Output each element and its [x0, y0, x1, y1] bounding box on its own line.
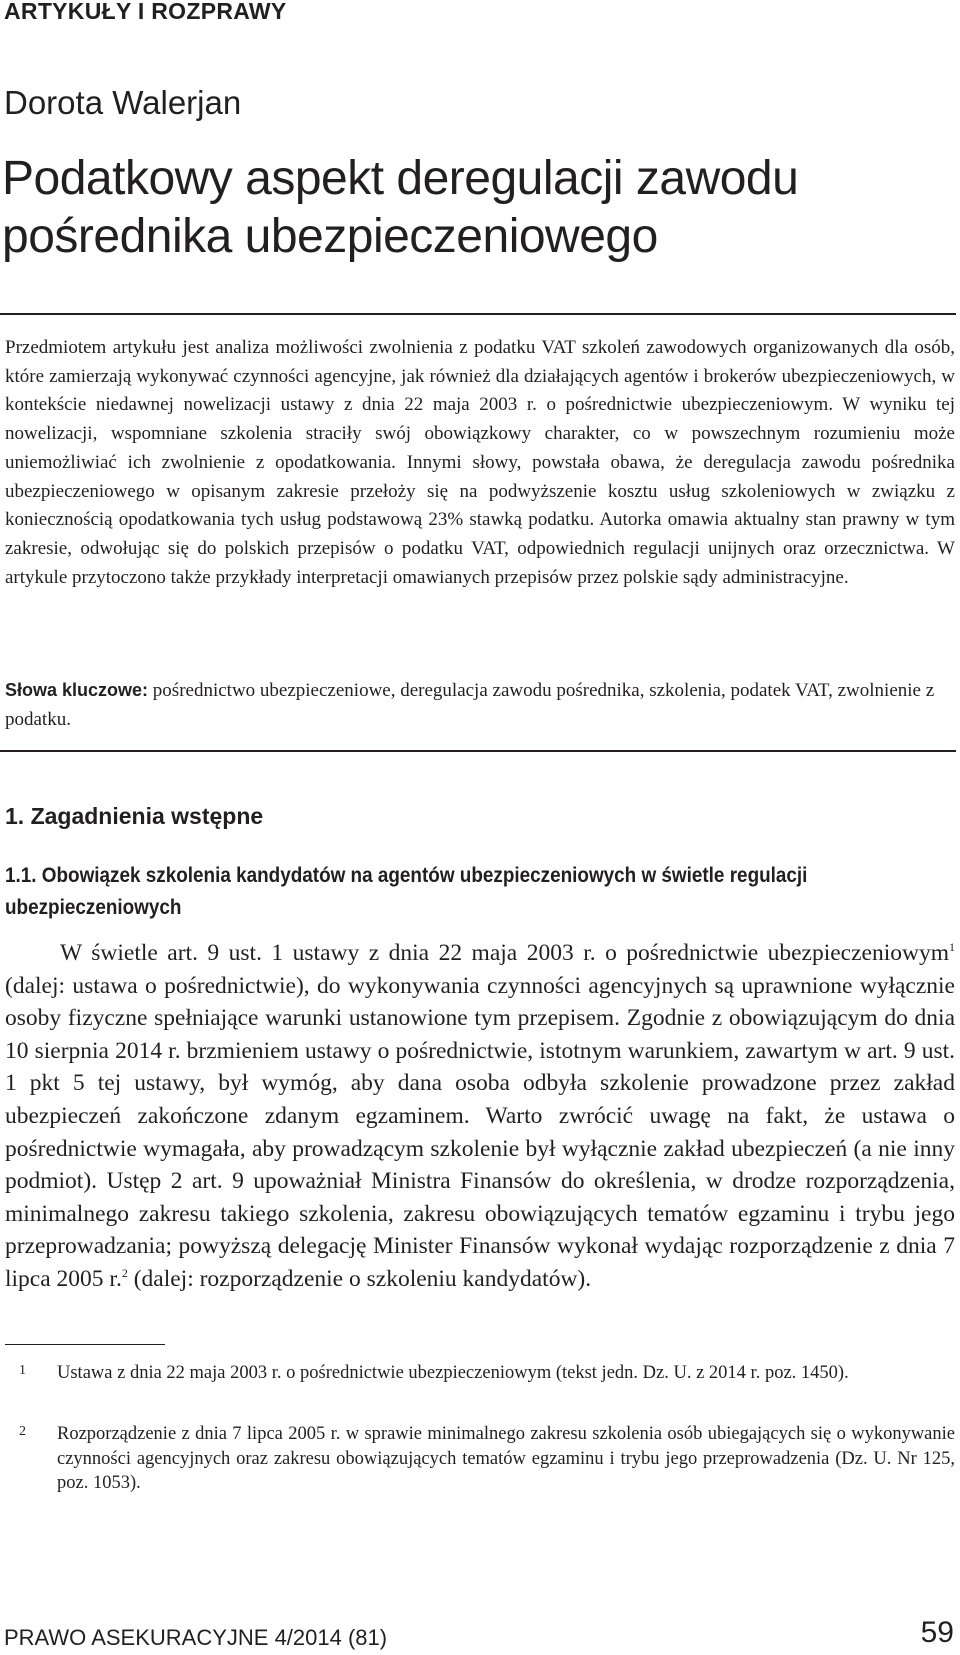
footnote-number: 2 [19, 1424, 26, 1439]
journal-footer: PRAWO ASEKURACYJNE 4/2014 (81) [4, 1625, 388, 1650]
footnote-text: Ustawa z dnia 22 maja 2003 r. o pośrednictwie ubezpieczeniowym (tekst jedn. Dz. U. z 2014 r. poz. 1450). [57, 1363, 849, 1383]
section-label: ARTYKUŁY I ROZPRAWY [4, 0, 287, 24]
footnote-divider [5, 1344, 165, 1345]
body-text-part: (dalej: rozporządzenie o szkoleniu kandydatów). [127, 1265, 592, 1292]
body-text-part: (dalej: ustawa o pośrednictwie), do wykonywania czynności agencyjnych są uprawnione wyłącznie osoby fizyczne spełniające warunki ustanowione tym przepisem. Zgodnie z obowiązującym do dnia 10 sierpnia 2014 r. brzmieniem ustawy o pośrednictwie, istotnym warunkiem, zawartym w art. 9 ust. 1 pkt 5 tej ustawy, był wymóg, aby dana osoba odbyła szkolenie prowadzone przez zakład ubezpieczeń zakończone zdanym egzaminem. Warto zwrócić uwagę na fakt, że ustawa o pośrednictwie wymagała, aby prowadzącym szkolenie był wyłącznie zakład ubezpieczeń (a nie inny podmiot). Ustęp 2 art. 9 upoważniał Ministra Finansów do określenia, w drodze rozporządzenia, minimalnego zakresu takiego szkolenia, zakresu obowiązujących tematów egzaminu i trybu jego przeprowadzania; powyższą delegację Minister Finansów wykonał wydając rozporządzenie z dnia 7 lipca 2005 r. [5, 972, 955, 1292]
footnote-ref-1[interactable]: 1 [949, 940, 955, 955]
keywords-text: pośrednictwo ubezpieczeniowe, deregulacja zawodu pośrednika, szkolenia, podatek VAT, zwolnienie z podatku. [5, 680, 935, 730]
footnote-1 [5, 1361, 955, 1386]
abstract: Przedmiotem artykułu jest analiza możliwości zwolnienia z podatku VAT szkoleń zawodowych organizowanych dla osób, które zamierzają wykonywać czynności agencyjne, jak również dla działających agentów i brokerów ubezpieczeniowych, w kontekście niedawnej nowelizacji ustawy z dnia 22 maja 2003 r. o pośrednictwie ubezpieczeniowym. W wyniku tej nowelizacji, wspomniane szkolenia straciły swój obowiązkowy charakter, co w powszechnym rozumieniu może uniemożliwiać ich zwolnienie z opodatkowania. Innymi słowy, powstała obawa, że deregulacja zawodu pośrednika ubezpieczeniowego w opisanym zakresie przełoży się na podwyższenie kosztu usług szkoleniowych w związku z koniecznością opodatkowania tych usług podstawową 23% stawką podatku. Autorka omawia aktualny stan prawny w tym zakresie, odwołując się do polskich przepisów o podatku VAT, odpowiednich regulacji unijnych oraz orzecznictwa. W artykule przytoczono także przykłady interpretacji omawianych przepisów przez polskie sądy administracyjne. [5, 337, 955, 588]
footnote-number: 1 [19, 1363, 26, 1378]
article-title: Podatkowy aspekt deregulacji zawodu pośrednika ubezpieczeniowego [2, 152, 799, 263]
section-heading: 1. Zagadnienia wstępne [5, 803, 264, 829]
keywords [5, 676, 955, 734]
subsection-heading: 1.1. Obowiązek szkolenia kandydatów na agentów ubezpieczeniowych w świetle regulacji ubezpieczeniowych [5, 864, 808, 919]
author-name: Dorota Walerjan [4, 84, 242, 121]
footnote-text: Rozporządzenie z dnia 7 lipca 2005 r. w sprawie minimalnego zakresu szkolenia osób ubiegających się o wykonywanie czynności agencyjnych oraz zakresu obowiązujących tematów egzaminu i trybu jego przeprowadzenia (Dz. U. Nr 125, poz. 1053). [57, 1424, 955, 1493]
keywords-label: Słowa kluczowe: [5, 680, 149, 700]
bottom-divider [0, 750, 956, 752]
footnote-ref-2[interactable]: 2 [121, 1266, 128, 1281]
body-paragraph [5, 937, 955, 1296]
body-text-part: W świetle art. 9 ust. 1 ustawy z dnia 22 maja 2003 r. o pośrednictwie ubezpieczeniowym [60, 940, 949, 966]
page-number: 59 [920, 1616, 954, 1649]
footnote-2 [5, 1422, 955, 1496]
top-divider [0, 313, 956, 315]
